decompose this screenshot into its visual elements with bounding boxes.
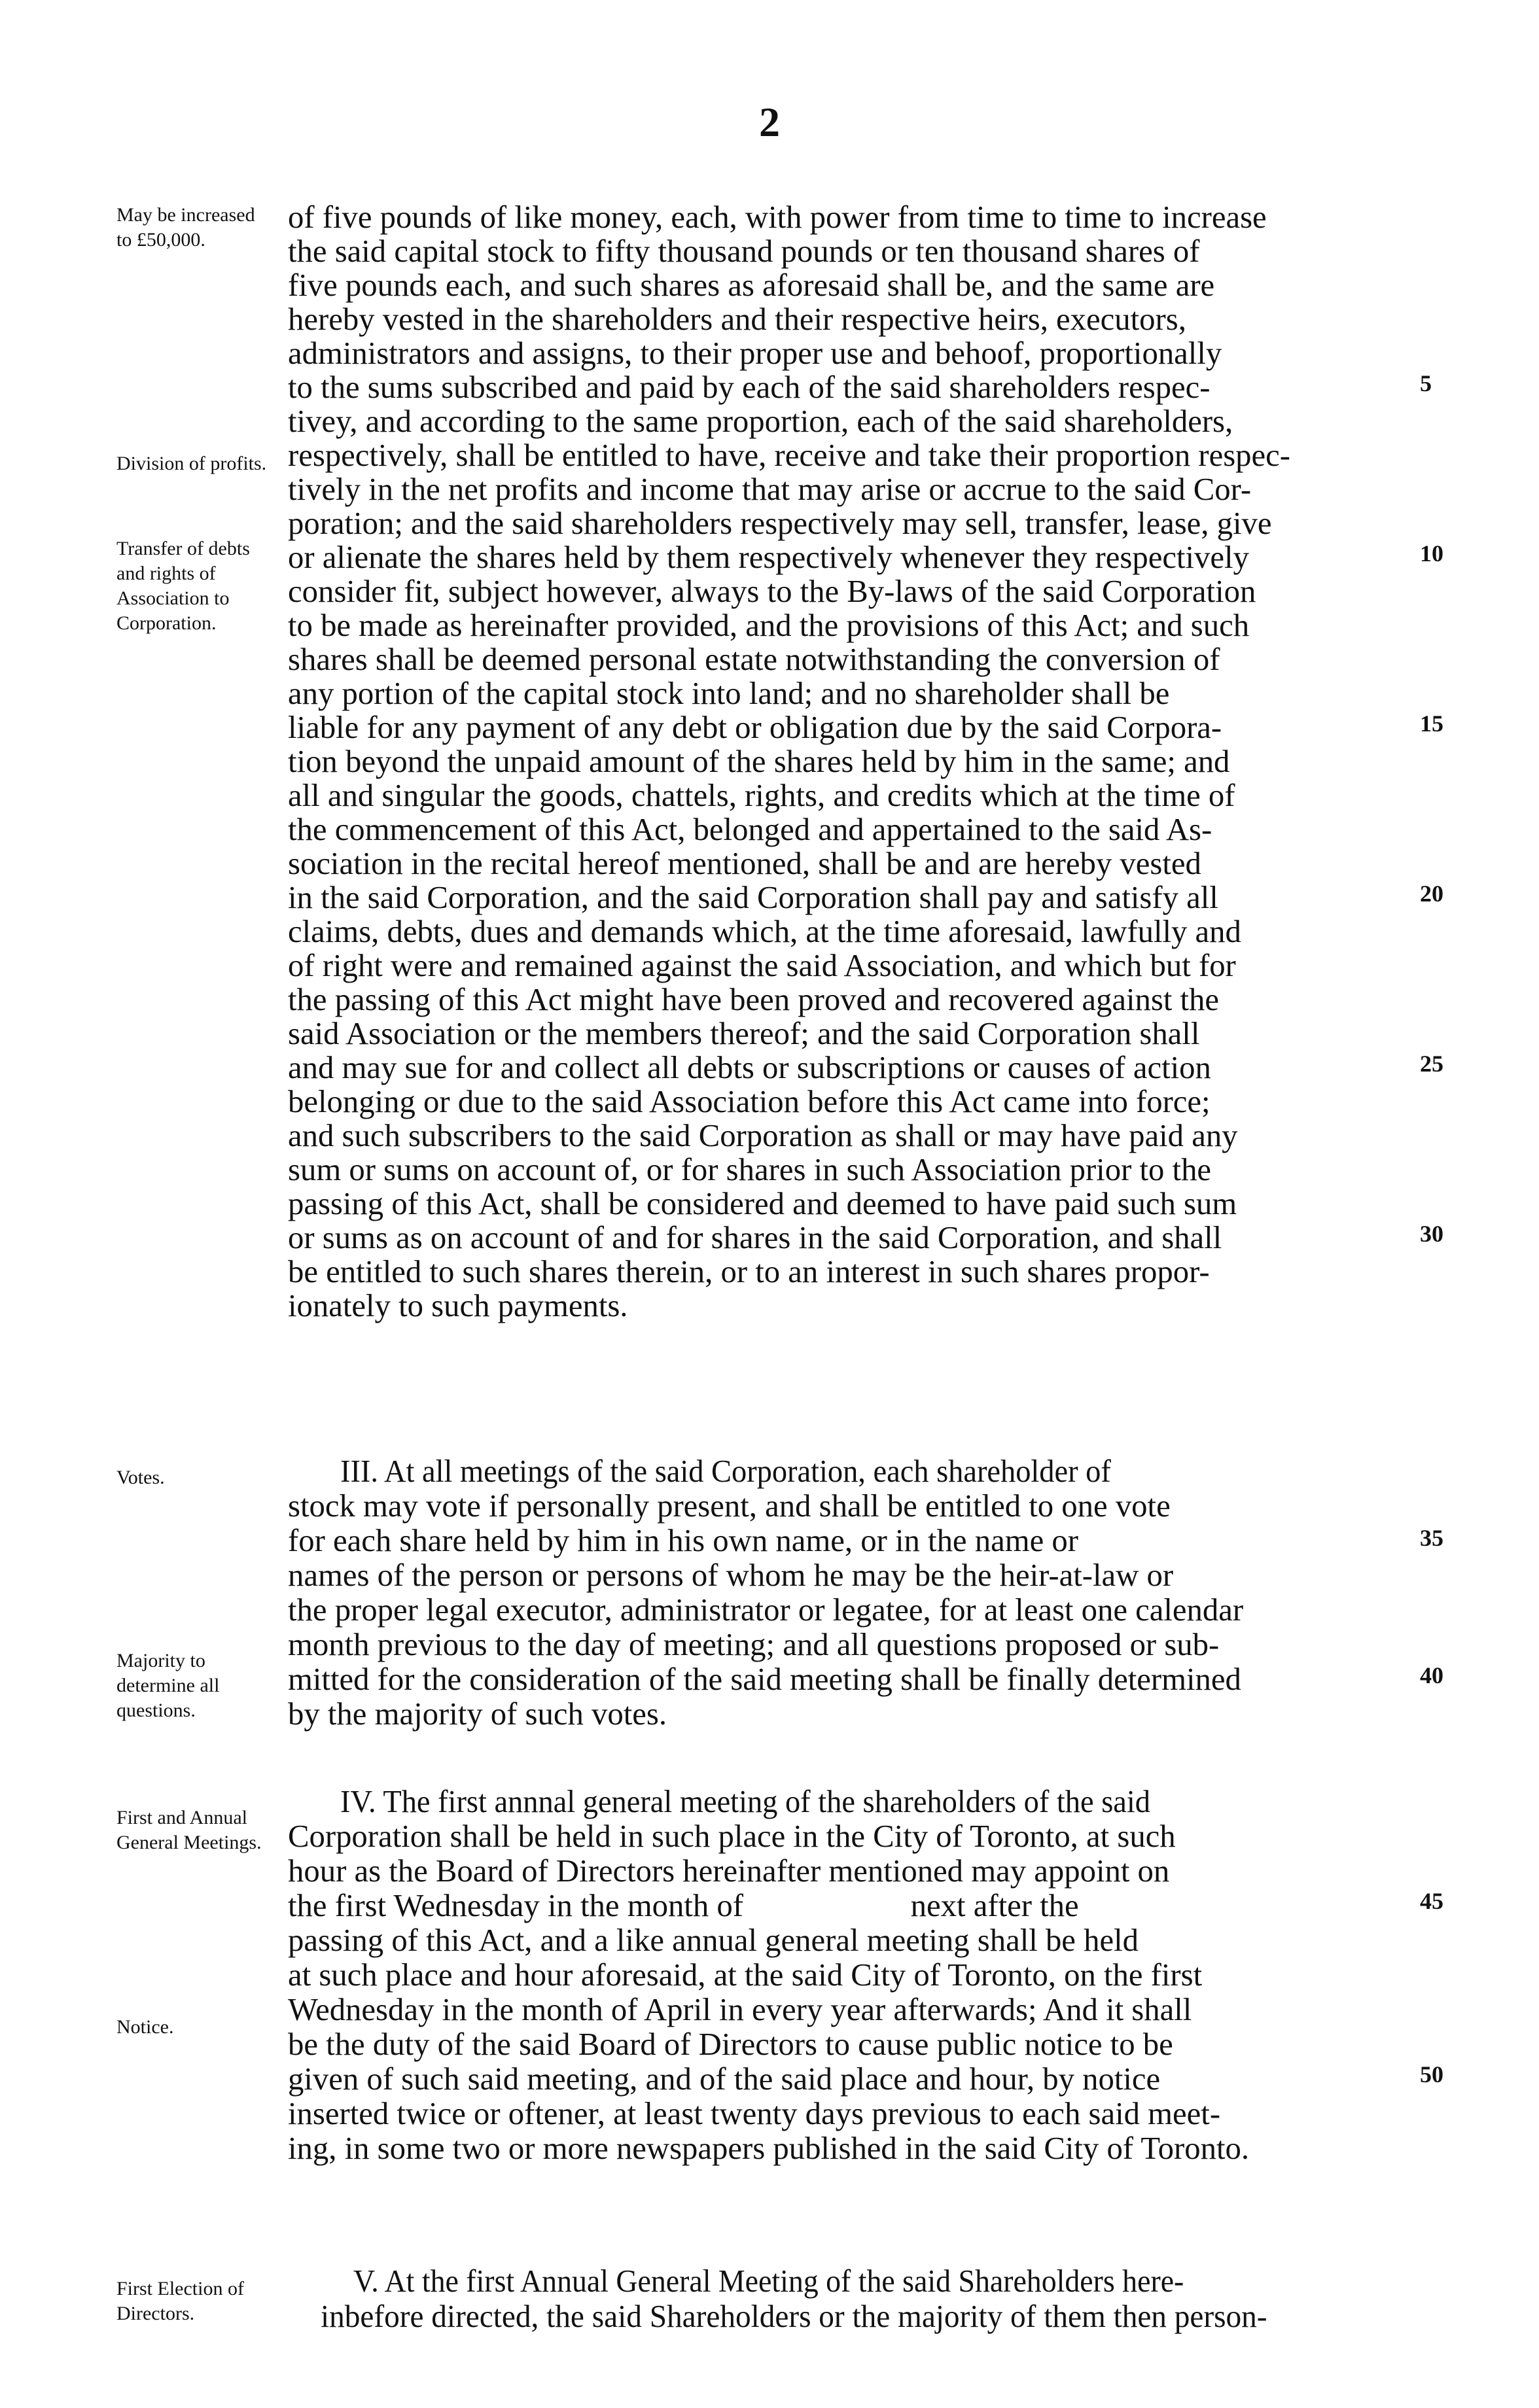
line-number: 30 bbox=[1420, 1221, 1443, 1247]
body-line: to be made as hereinafter provided, and the provisions of this Act; and such bbox=[288, 607, 1250, 643]
body-line: tively in the net profits and income that may arise or accrue to the said Cor- bbox=[288, 471, 1252, 507]
section-heading-line: IV. The first annnal general meeting of the shareholders of the said bbox=[340, 1783, 1150, 1819]
body-line: belonging or due to the said Association before this Act came into force; bbox=[288, 1083, 1211, 1119]
body-line: inserted twice or oftener, at least twenty days previous to each said meet- bbox=[288, 2095, 1221, 2131]
body-line: respectively, shall be entitled to have, receive and take their proportion respec- bbox=[288, 437, 1290, 473]
body-line: of right were and remained against the said Association, and which but for bbox=[288, 947, 1236, 983]
body-line: any portion of the capital stock into land; and no shareholder shall be bbox=[288, 675, 1170, 711]
section-heading-line: V. At the first Annual General Meeting of the said Shareholders here- bbox=[353, 2263, 1184, 2299]
body-line: by the majority of such votes. bbox=[288, 1696, 667, 1732]
body-line: in the said Corporation, and the said Corporation shall pay and satisfy all bbox=[288, 879, 1218, 915]
body-line: at such place and hour aforesaid, at the said City of Toronto, on the first bbox=[288, 1957, 1203, 1993]
body-line: all and singular the goods, chattels, rights, and credits which at the time of bbox=[288, 777, 1235, 813]
body-line: hereby vested in the shareholders and their respective heirs, executors, bbox=[288, 301, 1186, 337]
line-number: 15 bbox=[1420, 710, 1443, 737]
body-line: and such subscribers to the said Corporation as shall or may have paid any bbox=[288, 1117, 1238, 1153]
body-line: the said capital stock to fifty thousand pounds or ten thousand shares of bbox=[288, 233, 1200, 269]
marginal-note-notice: Notice. bbox=[116, 2016, 174, 2038]
body-line: be the duty of the said Board of Directors to cause public notice to be bbox=[288, 2026, 1173, 2062]
body-line: Wednesday in the month of April in every year afterwards; And it shall bbox=[288, 1991, 1192, 2027]
body-line: of five pounds of like money, each, with power from time to time to increase bbox=[288, 199, 1267, 235]
marginal-note-division-of-profits: Division of profits. bbox=[116, 453, 267, 474]
marginal-note-increase: May be increased to £50,000. bbox=[116, 204, 255, 251]
body-line: names of the person or persons of whom he may be the heir-at-law or bbox=[288, 1557, 1174, 1593]
marginal-note-majority: Majority to determine all questions. bbox=[116, 1650, 220, 1721]
body-line: passing of this Act, and a like annual general meeting shall be held bbox=[288, 1922, 1139, 1958]
body-line: poration; and the said shareholders respectively may sell, transfer, lease, give bbox=[288, 505, 1272, 541]
body-line: inbefore directed, the said Shareholders or the majority of them then person- bbox=[321, 2298, 1267, 2334]
body-line: sum or sums on account of, or for shares in such Association prior to the bbox=[288, 1151, 1212, 1187]
line-number: 5 bbox=[1420, 370, 1432, 396]
line-number: 10 bbox=[1420, 540, 1443, 567]
body-line: administrators and assigns, to their proper use and behoof, proportionally bbox=[288, 335, 1222, 371]
body-line: tivey, and according to the same proportion, each of the said shareholders, bbox=[288, 403, 1233, 439]
body-line: be entitled to such shares therein, or to an interest in such shares propor- bbox=[288, 1253, 1210, 1289]
body-line: Corporation shall be held in such place in the City of Toronto, at such bbox=[288, 1818, 1176, 1854]
line-number: 20 bbox=[1420, 881, 1443, 907]
body-line: for each share held by him in his own name, or in the name or bbox=[288, 1522, 1078, 1558]
body-line: hour as the Board of Directors hereinafter mentioned may appoint on bbox=[288, 1853, 1170, 1889]
body-line: said Association or the members thereof; and the said Corporation shall bbox=[288, 1015, 1200, 1051]
body-line: mitted for the consideration of the said meeting shall be finally determined bbox=[288, 1661, 1241, 1697]
body-line: the commencement of this Act, belonged and appertained to the said As- bbox=[288, 811, 1212, 847]
body-line: and may sue for and collect all debts or subscriptions or causes of action bbox=[288, 1049, 1211, 1085]
body-line: or sums as on account of and for shares in the said Corporation, and shall bbox=[288, 1219, 1222, 1255]
line-number: 50 bbox=[1420, 2061, 1443, 2087]
section-heading-line: III. At all meetings of the said Corporation, each shareholder of bbox=[340, 1453, 1111, 1489]
body-line: or alienate the shares held by them respectively whenever they respectively bbox=[288, 539, 1249, 575]
body-line: tion beyond the unpaid amount of the shares held by him in the same; and bbox=[288, 743, 1230, 779]
page-number: 2 bbox=[759, 99, 780, 145]
body-line: passing of this Act, shall be considered and deemed to have paid such sum bbox=[288, 1185, 1237, 1221]
marginal-note-annual-meetings: First and Annual General Meetings. bbox=[116, 1807, 262, 1853]
body-line: the proper legal executor, administrator or legatee, for at least one calendar bbox=[288, 1592, 1244, 1628]
body-line: month previous to the day of meeting; and all questions proposed or sub- bbox=[288, 1626, 1220, 1662]
body-line: to the sums subscribed and paid by each of the said shareholders respec- bbox=[288, 369, 1211, 405]
body-line: five pounds each, and such shares as aforesaid shall be, and the same are bbox=[288, 267, 1215, 303]
body-line: ing, in some two or more newspapers published in the said City of Toronto. bbox=[288, 2130, 1250, 2166]
line-number: 25 bbox=[1420, 1051, 1443, 1077]
body-line: given of such said meeting, and of the said place and hour, by notice bbox=[288, 2061, 1161, 2097]
body-line: sociation in the recital hereof mentioned, shall be and are hereby vested bbox=[288, 845, 1201, 881]
marginal-note-first-election: First Election of Directors. bbox=[116, 2278, 244, 2324]
body-line: the first Wednesday in the month of next after the bbox=[288, 1887, 1079, 1923]
marginal-note-votes: Votes. bbox=[116, 1467, 165, 1488]
body-line: claims, debts, dues and demands which, at the time aforesaid, lawfully and bbox=[288, 913, 1241, 949]
body-line: liable for any payment of any debt or obligation due by the said Corpora- bbox=[288, 709, 1222, 745]
body-line: shares shall be deemed personal estate notwithstanding the conversion of bbox=[288, 641, 1220, 677]
body-line: the passing of this Act might have been proved and recovered against the bbox=[288, 981, 1220, 1017]
line-number: 45 bbox=[1420, 1888, 1443, 1914]
line-number: 40 bbox=[1420, 1662, 1443, 1688]
marginal-note-transfer-of-debts: Transfer of debts and rights of Association to Corporation. bbox=[116, 538, 250, 634]
body-line: consider fit, subject however, always to the By-laws of the said Corporation bbox=[288, 573, 1256, 609]
body-line: ionately to such payments. bbox=[288, 1287, 628, 1323]
line-number: 35 bbox=[1420, 1525, 1443, 1551]
body-line: stock may vote if personally present, and shall be entitled to one vote bbox=[288, 1488, 1171, 1524]
